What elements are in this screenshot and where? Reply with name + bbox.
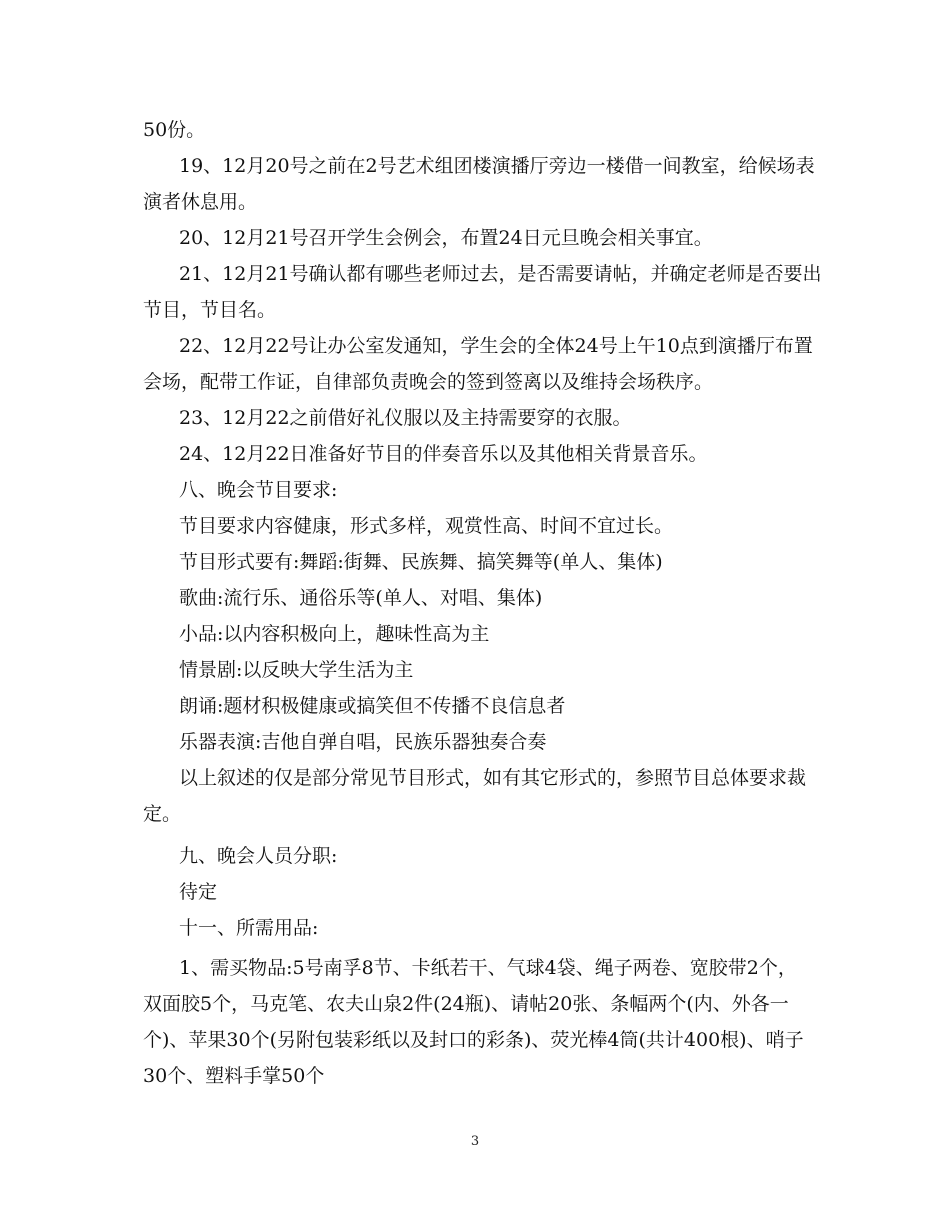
text-line: 节目形式要有:舞蹈:街舞、民族舞、搞笑舞等(单人、集体): [179, 551, 663, 573]
text-line: 演者休息用。: [143, 191, 258, 213]
text-line: 双面胶5个，马克笔、农夫山泉2件(24瓶)、请帖20张、条幅两个(内、外各一: [143, 993, 789, 1015]
text-line: 节目，节目名。: [143, 299, 277, 321]
text-line: 朗诵:题材积极健康或搞笑但不传播不良信息者: [179, 695, 566, 717]
text-line: 21、12月21号确认都有哪些老师过去，是否需要请帖，并确定老师是否要出: [179, 263, 822, 285]
text-line: 20、12月21号召开学生会例会，布置24日元旦晚会相关事宜。: [179, 227, 713, 249]
text-line: 乐器表演:吉他自弹自唱，民族乐器独奏合奏: [179, 731, 547, 753]
text-line: 待定: [179, 881, 218, 903]
text-line: 23、12月22之前借好礼仪服以及主持需要穿的衣服。: [179, 407, 632, 429]
text-line: 1、需买物品:5号南孚8节、卡纸若干、气球4袋、绳子两卷、宽胶带2个，: [179, 957, 797, 979]
page-number: 3: [470, 1134, 480, 1149]
text-line: 22、12月22号让办公室发通知，学生会的全体24号上午10点到演播厅布置: [179, 335, 813, 357]
text-line: 19、12月20号之前在2号艺术组团楼演播厅旁边一楼借一间教室，给候场表: [179, 155, 815, 177]
text-line: 24、12月22日准备好节目的伴奏音乐以及其他相关背景音乐。: [179, 443, 708, 465]
text-line: 歌曲:流行乐、通俗乐等(单人、对唱、集体): [179, 587, 543, 609]
text-line: 以上叙述的仅是部分常见节目形式，如有其它形式的，参照节目总体要求裁: [179, 767, 807, 789]
text-line: 小品:以内容积极向上，趣味性高为主: [179, 623, 490, 645]
text-line: 30个、塑料手掌50个: [143, 1065, 325, 1087]
text-line: 会场，配带工作证，自律部负责晚会的签到签离以及维持会场秩序。: [143, 371, 714, 393]
text-line: 个)、苹果30个(另附包装彩纸以及封口的彩条)、荧光棒4筒(共计400根)、哨子: [143, 1029, 804, 1051]
section-heading: 八、晚会节目要求:: [179, 479, 338, 501]
text-line: 50份。: [143, 119, 206, 141]
text-line: 节目要求内容健康，形式多样，观赏性高、时间不宜过长。: [179, 515, 674, 537]
section-heading: 十一、所需用品:: [179, 917, 319, 939]
text-line: 定。: [143, 803, 182, 825]
section-heading: 九、晚会人员分职:: [179, 845, 338, 867]
text-line: 情景剧:以反映大学生活为主: [179, 659, 414, 681]
